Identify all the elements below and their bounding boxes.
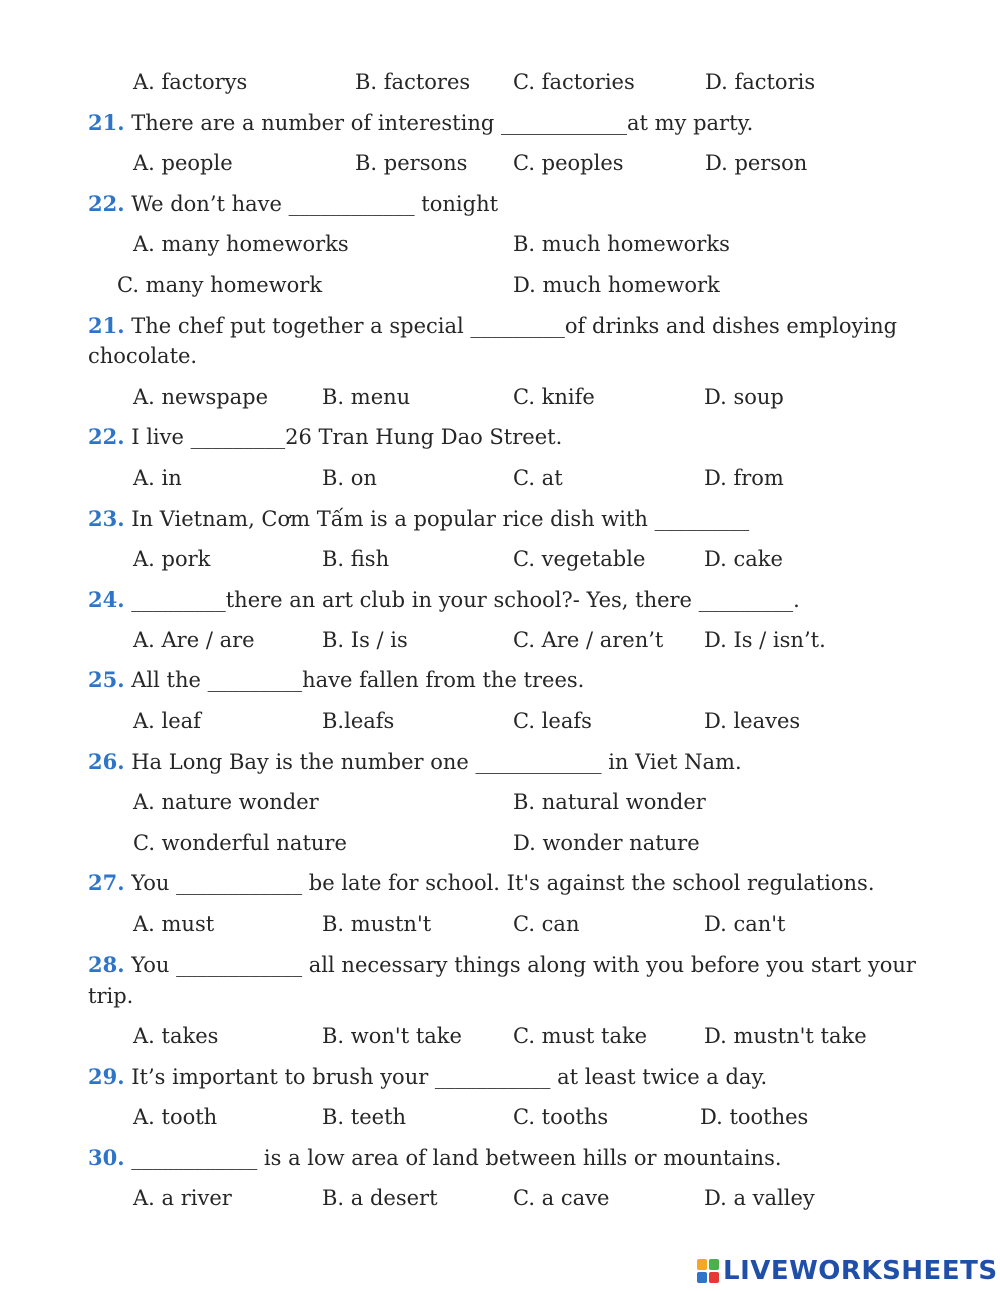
question-number: 27.	[88, 870, 125, 895]
option-b[interactable]: B. teeth	[322, 1105, 407, 1129]
option-a[interactable]: A. pork	[133, 547, 211, 571]
question-text: 26. Ha Long Bay is the number one ____________ in Viet Nam.	[88, 749, 742, 774]
option-a[interactable]: A. many homeworks	[133, 232, 349, 256]
options-row	[0, 458, 1000, 498]
question-number: 22.	[88, 191, 125, 216]
option-b[interactable]: B. won't take	[322, 1024, 462, 1048]
option-c[interactable]: C. factories	[513, 70, 635, 94]
option-b[interactable]: B.leafs	[322, 709, 395, 733]
question-text: 30. ____________ is a low area of land between hills or mountains.	[88, 1145, 782, 1170]
question-text: 21. There are a number of interesting ____________at my party.	[88, 110, 754, 135]
option-c[interactable]: C. a cave	[513, 1186, 610, 1210]
option-a[interactable]: A. people	[133, 151, 233, 175]
question-line	[0, 580, 1000, 620]
option-b[interactable]: B. a desert	[322, 1186, 438, 1210]
options-row	[0, 782, 1000, 822]
option-c[interactable]: C. knife	[513, 385, 595, 409]
option-d[interactable]: D. toothes	[700, 1105, 809, 1129]
question-text: 21. The chef put together a special _________of drinks and dishes employing	[88, 313, 898, 338]
option-a[interactable]: A. in	[133, 466, 182, 490]
option-c[interactable]: C. tooths	[513, 1105, 609, 1129]
question-text: 28. You ____________ all necessary things along with you before you start your	[88, 952, 916, 977]
option-d[interactable]: D. cake	[704, 547, 783, 571]
question-text-continued: trip.	[88, 984, 134, 1008]
option-b[interactable]: B. menu	[322, 385, 411, 409]
question-text: 27. You ____________ be late for school. It's against the school regulations.	[88, 870, 875, 895]
question-number: 22.	[88, 424, 125, 449]
question-line	[0, 660, 1000, 700]
option-a[interactable]: A. tooth	[133, 1105, 218, 1129]
question-text: 25. All the _________have fallen from the trees.	[88, 667, 585, 692]
question-line	[0, 863, 1000, 903]
options-row	[0, 701, 1000, 741]
question-number: 23.	[88, 506, 125, 531]
option-c[interactable]: C. at	[513, 466, 563, 490]
option-c[interactable]: C. many homework	[117, 273, 323, 297]
options-row	[0, 224, 1000, 264]
option-b[interactable]: B. natural wonder	[513, 790, 706, 814]
option-d[interactable]: D. wonder nature	[513, 831, 700, 855]
question-number: 21.	[88, 110, 125, 135]
option-a[interactable]: A. nature wonder	[133, 790, 319, 814]
option-a[interactable]: A. a river	[133, 1186, 232, 1210]
option-b[interactable]: B. mustn't	[322, 912, 432, 936]
options-row	[0, 620, 1000, 660]
option-a[interactable]: A. takes	[133, 1024, 219, 1048]
option-b[interactable]: B. Is / is	[322, 628, 408, 652]
question-line-continued	[0, 336, 1000, 376]
question-line	[0, 184, 1000, 224]
option-d[interactable]: D. factoris	[705, 70, 816, 94]
option-d[interactable]: D. person	[705, 151, 808, 175]
logo-text: LIVEWORKSHEETS	[723, 1256, 998, 1286]
option-d[interactable]: D. leaves	[704, 709, 801, 733]
question-text: 24. _________there an art club in your school?- Yes, there _________.	[88, 587, 800, 612]
option-c[interactable]: C. peoples	[513, 151, 624, 175]
liveworksheets-logo-icon	[697, 1259, 719, 1283]
option-c[interactable]: C. Are / aren’t	[513, 628, 664, 652]
option-a[interactable]: A. leaf	[133, 709, 201, 733]
question-line	[0, 1057, 1000, 1097]
option-a[interactable]: A. must	[133, 912, 215, 936]
question-line	[0, 1138, 1000, 1178]
option-d[interactable]: D. soup	[704, 385, 784, 409]
options-row	[0, 143, 1000, 183]
option-c[interactable]: C. vegetable	[513, 547, 646, 571]
option-d[interactable]: D. a valley	[704, 1186, 815, 1210]
question-text: 22. I live _________26 Tran Hung Dao Street.	[88, 424, 563, 449]
option-c[interactable]: C. wonderful nature	[133, 831, 347, 855]
question-line	[0, 417, 1000, 457]
question-number: 28.	[88, 952, 125, 977]
question-text-continued: chocolate.	[88, 344, 198, 368]
question-line	[0, 742, 1000, 782]
option-d[interactable]: D. Is / isn’t.	[704, 628, 826, 652]
option-a[interactable]: A. newspape	[133, 385, 269, 409]
options-row	[0, 823, 1000, 863]
question-number: 26.	[88, 749, 125, 774]
option-d[interactable]: D. much homework	[513, 273, 720, 297]
options-row	[0, 904, 1000, 944]
option-d[interactable]: D. can't	[704, 912, 786, 936]
question-number: 24.	[88, 587, 125, 612]
question-text: 29. It’s important to brush your ___________ at least twice a day.	[88, 1064, 768, 1089]
liveworksheets-logo[interactable]	[697, 1254, 998, 1288]
question-number: 29.	[88, 1064, 125, 1089]
options-row	[0, 539, 1000, 579]
options-row	[0, 1178, 1000, 1218]
question-line	[0, 499, 1000, 539]
option-c[interactable]: C. can	[513, 912, 580, 936]
option-d[interactable]: D. mustn't take	[704, 1024, 867, 1048]
question-line	[0, 103, 1000, 143]
question-number: 21.	[88, 313, 125, 338]
option-c[interactable]: C. must take	[513, 1024, 648, 1048]
options-row	[0, 1097, 1000, 1137]
question-text: 23. In Vietnam, Cơm Tấm is a popular rice dish with _________	[88, 506, 750, 531]
question-text: 22. We don’t have ____________ tonight	[88, 191, 499, 216]
option-c[interactable]: C. leafs	[513, 709, 592, 733]
options-row	[0, 377, 1000, 417]
option-a[interactable]: A. factorys	[133, 70, 248, 94]
question-number: 25.	[88, 667, 125, 692]
option-b[interactable]: B. fish	[322, 547, 390, 571]
options-row-top	[0, 62, 1000, 102]
options-row	[0, 265, 1000, 305]
option-d[interactable]: D. from	[704, 466, 784, 490]
question-number: 30.	[88, 1145, 125, 1170]
option-b[interactable]: B. much homeworks	[513, 232, 730, 256]
question-line-continued	[0, 976, 1000, 1016]
options-row	[0, 1016, 1000, 1056]
option-a[interactable]: A. Are / are	[133, 628, 255, 652]
option-b[interactable]: B. persons	[355, 151, 468, 175]
option-b[interactable]: B. factores	[355, 70, 471, 94]
option-b[interactable]: B. on	[322, 466, 377, 490]
